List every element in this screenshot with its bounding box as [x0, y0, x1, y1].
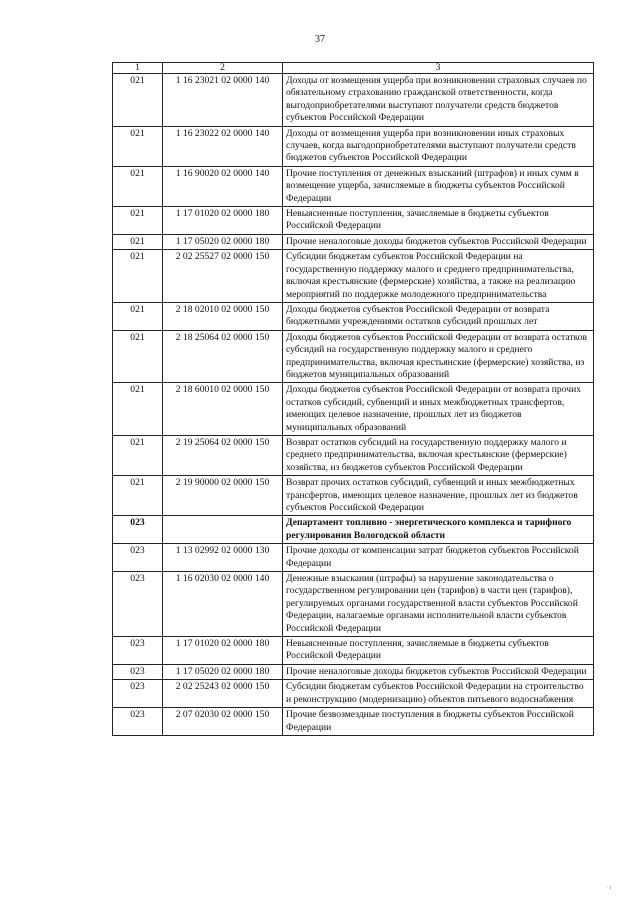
description-cell: Прочие неналоговые доходы бюджетов субъектов Российской Федерации	[283, 664, 594, 679]
budget-code-cell: 2 18 60010 02 0000 150	[163, 383, 283, 436]
description-cell: Департамент топливно - энергетического комплекса и тарифного регулирования Вологодской области	[283, 516, 594, 544]
admin-code-cell: 023	[113, 708, 163, 736]
budget-code-cell: 2 19 25064 02 0000 150	[163, 435, 283, 475]
description-cell: Прочие неналоговые доходы бюджетов субъектов Российской Федерации	[283, 234, 594, 249]
table-row	[113, 166, 594, 206]
budget-code-cell: 1 16 02030 02 0000 140	[163, 572, 283, 637]
budget-code-cell: 2 02 25243 02 0000 150	[163, 680, 283, 708]
budget-code-cell: 1 16 90020 02 0000 140	[163, 166, 283, 206]
description-cell: Прочие безвозмездные поступления в бюджеты субъектов Российской Федерации	[283, 708, 594, 736]
table-row	[113, 544, 594, 572]
admin-code-cell: 023	[113, 680, 163, 708]
admin-code-cell: 021	[113, 330, 163, 383]
budget-code-cell: 2 07 02030 02 0000 150	[163, 708, 283, 736]
table-row	[113, 234, 594, 249]
table-row	[113, 680, 594, 708]
scan-corner-mark: · ı	[606, 885, 612, 891]
description-cell: Возврат остатков субсидий на государственную поддержку малого и среднего предпринимательства, включая крестьянские (фермерские) хозяйства, из бюджетов субъектов Российской Федерации	[283, 435, 594, 475]
budget-code-cell: 1 17 01020 02 0000 180	[163, 207, 283, 235]
description-cell: Денежные взыскания (штрафы) за нарушение законодательства о государственном регулировании цен (тарифов) в части цен (тарифов), регулируемых органами государственной власти субъектов Российской Федерации, налагаемые органами исполнительной власти субъектов Российской Федерации	[283, 572, 594, 637]
description-cell: Возврат прочих остатков субсидий, субвенций и иных межбюджетных трансфертов, имеющих целевое назначение, прошлых лет из бюджетов субъектов Российской Федерации	[283, 476, 594, 516]
description-cell: Доходы от возмещения ущерба при возникновении иных страховых случаев, когда выгодоприобретателями выступают получатели средств бюджетов субъектов Российской Федерации	[283, 126, 594, 166]
admin-code-cell: 023	[113, 516, 163, 544]
admin-code-cell: 021	[113, 302, 163, 330]
admin-code-cell: 021	[113, 383, 163, 436]
table-header-row	[113, 63, 594, 74]
description-cell: Субсидии бюджетам субъектов Российской Федерации на государственную поддержку малого и среднего предпринимательства, включая крестьянские (фермерские) хозяйства, а также на реализацию мероприятий по поддержке молодежного предпринимательства	[283, 250, 594, 303]
budget-code-cell: 1 17 05020 02 0000 180	[163, 664, 283, 679]
budget-classification-table	[112, 62, 594, 736]
table-body	[113, 74, 594, 736]
column-header-1: 1	[113, 63, 163, 74]
table-row	[113, 74, 594, 127]
table-row	[113, 572, 594, 637]
description-cell: Доходы бюджетов субъектов Российской Федерации от возврата прочих остатков субсидий, субвенций и иных межбюджетных трансфертов, имеющих целевое назначение, прошлых лет из бюджетов муниципальных образований	[283, 383, 594, 436]
table-row	[113, 126, 594, 166]
description-cell: Невыясненные поступления, зачисляемые в бюджеты субъектов Российской Федерации	[283, 207, 594, 235]
budget-code-cell: 1 16 23021 02 0000 140	[163, 74, 283, 127]
budget-code-cell: 1 16 23022 02 0000 140	[163, 126, 283, 166]
column-header-3: 3	[283, 63, 594, 74]
admin-code-cell: 023	[113, 572, 163, 637]
description-cell: Доходы от возмещения ущерба при возникновении страховых случаев по обязательному страхованию гражданской ответственности, когда выгодоприобретателями выступают получатели средств бюджетов субъектов Российской Федерации	[283, 74, 594, 127]
budget-code-cell	[163, 516, 283, 544]
admin-code-cell: 021	[113, 74, 163, 127]
description-cell: Невыясненные поступления, зачисляемые в бюджеты субъектов Российской Федерации	[283, 637, 594, 665]
table-row	[113, 476, 594, 516]
table-row	[113, 516, 594, 544]
budget-code-cell: 1 13 02992 02 0000 130	[163, 544, 283, 572]
budget-code-cell: 1 17 05020 02 0000 180	[163, 234, 283, 249]
budget-code-cell: 2 19 90000 02 0000 150	[163, 476, 283, 516]
admin-code-cell: 023	[113, 664, 163, 679]
description-cell: Доходы бюджетов субъектов Российской Федерации от возврата остатков субсидий на государственную поддержку малого и среднего предпринимательства, включая крестьянские (фермерские) хозяйства, из бюджетов муниципальных образований	[283, 330, 594, 383]
description-cell: Доходы бюджетов субъектов Российской Федерации от возврата бюджетными учреждениями остатков субсидий прошлых лет	[283, 302, 594, 330]
table-row	[113, 302, 594, 330]
column-header-2: 2	[163, 63, 283, 74]
admin-code-cell: 021	[113, 126, 163, 166]
admin-code-cell: 021	[113, 166, 163, 206]
table-row	[113, 207, 594, 235]
description-cell: Прочие доходы от компенсации затрат бюджетов субъектов Российской Федерации	[283, 544, 594, 572]
budget-code-cell: 2 02 25527 02 0000 150	[163, 250, 283, 303]
table-row	[113, 637, 594, 665]
table-row	[113, 330, 594, 383]
admin-code-cell: 021	[113, 234, 163, 249]
table-row	[113, 383, 594, 436]
table-row	[113, 435, 594, 475]
description-cell: Прочие поступления от денежных взысканий (штрафов) и иных сумм в возмещение ущерба, зачисляемые в бюджеты субъектов Российской Федерации	[283, 166, 594, 206]
admin-code-cell: 023	[113, 637, 163, 665]
description-cell: Субсидии бюджетам субъектов Российской Федерации на строительство и реконструкцию (модернизацию) объектов питьевого водоснабжения	[283, 680, 594, 708]
budget-code-cell: 2 18 02010 02 0000 150	[163, 302, 283, 330]
page-number: 37	[315, 34, 325, 45]
admin-code-cell: 021	[113, 207, 163, 235]
table-row	[113, 250, 594, 303]
admin-code-cell: 021	[113, 435, 163, 475]
admin-code-cell: 021	[113, 250, 163, 303]
budget-code-cell: 2 18 25064 02 0000 150	[163, 330, 283, 383]
admin-code-cell: 021	[113, 476, 163, 516]
table-row	[113, 664, 594, 679]
admin-code-cell: 023	[113, 544, 163, 572]
table-row	[113, 708, 594, 736]
budget-code-cell: 1 17 01020 02 0000 180	[163, 637, 283, 665]
